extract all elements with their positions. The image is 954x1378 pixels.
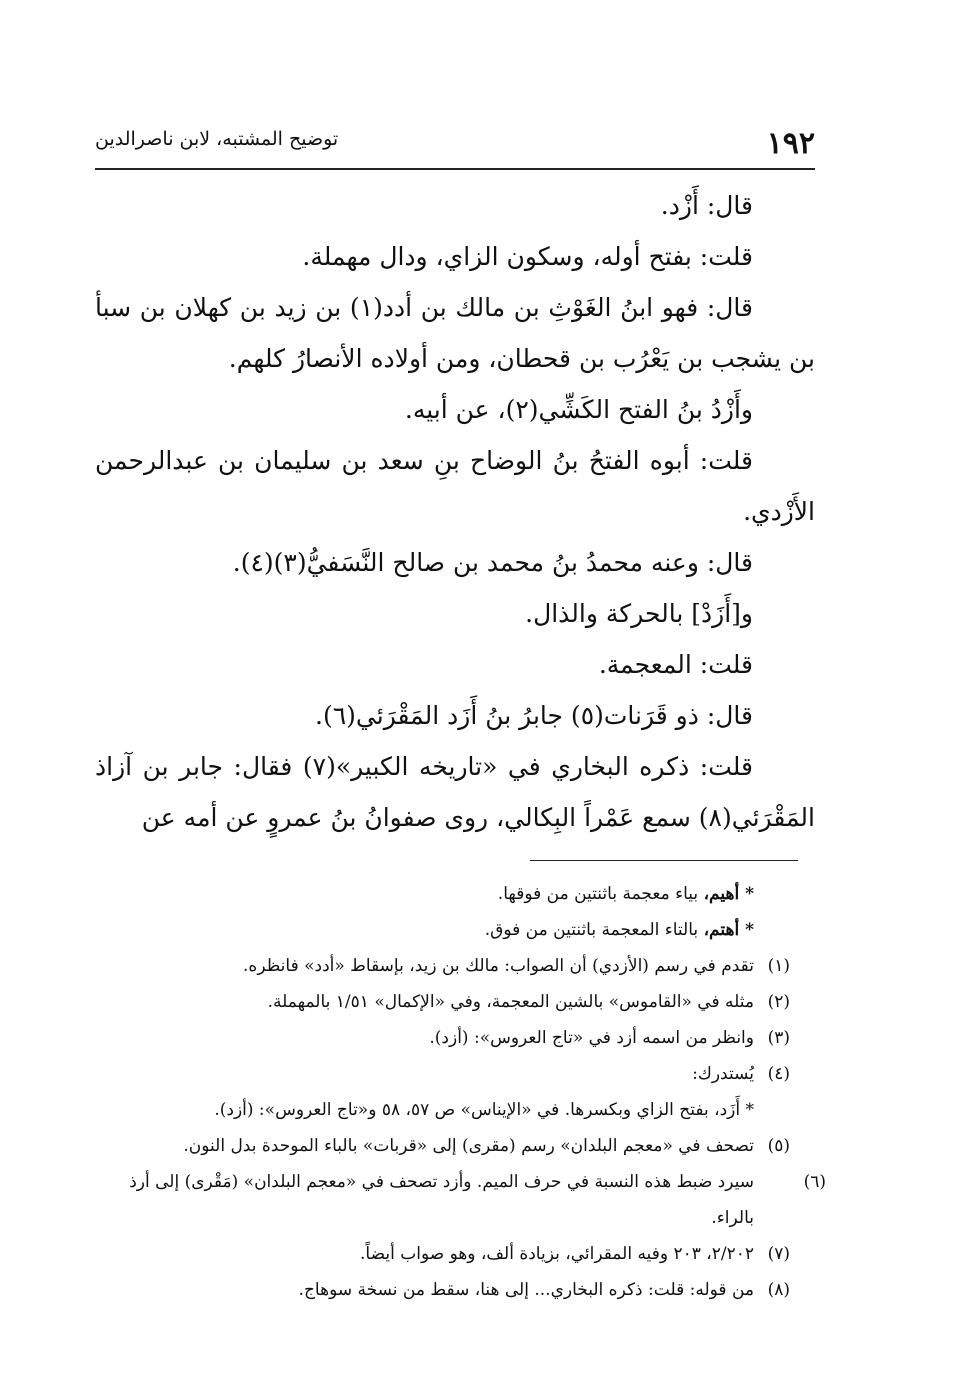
footnote-text: بالتاء المعجمة باثنتين من فوق. xyxy=(484,920,704,940)
footnote-number: (٤) xyxy=(767,1064,790,1084)
paragraph: قال: ذو قَرَنات(٥) جابرُ بنُ أَزَد المَقْرَئي(٦). xyxy=(315,701,753,730)
running-title: توضيح المشتبه، لابن ناصرالدين xyxy=(95,128,339,150)
footnote xyxy=(100,1164,826,1236)
paragraph: و[أَزَدْ] بالحركة والذال. xyxy=(525,599,753,628)
footnote-number: (٣) xyxy=(767,1028,790,1048)
footnote-text: تقدم في رسم (الأزدي) أن الصواب: مالك بن زيد، بإسقاط «أدد» فانظره. xyxy=(243,956,754,976)
main-text xyxy=(95,180,815,843)
footnote-number: (٨) xyxy=(767,1280,790,1300)
footnote-star xyxy=(100,876,790,912)
paragraph: قال: وعنه محمدُ بنُ محمد بن صالح النَّسَفيُّ(٣)(٤). xyxy=(232,548,753,577)
paragraph: قلت: المعجمة. xyxy=(598,650,753,679)
footnote-text: ٢/٢٠٢، ٢٠٣ وفيه المقرائي، بزيادة ألف، وهو صواب أيضاً. xyxy=(360,1244,754,1264)
footnote-number: (٧) xyxy=(767,1244,790,1264)
footnote-rule xyxy=(530,860,798,861)
footnote-number: (٢) xyxy=(767,992,790,1012)
footnote xyxy=(100,984,790,1020)
footnote-number: (٦) xyxy=(803,1172,826,1192)
footnote-text: بياء معجمة باثنتين من فوقها. xyxy=(497,884,704,904)
paragraph: قال: فهو ابنُ الغَوْثِ بن مالك بن أدد(١) بن زيد بن كهلان بن سبأ بن يشجب بن يَعْرُب بن قحطان، ومن أولاده الأنصارُ كلهم. xyxy=(95,293,815,373)
footnote-number: (٥) xyxy=(767,1136,790,1156)
paragraph: قال: أَزْد. xyxy=(660,191,753,220)
footnote-star xyxy=(100,912,790,948)
footnote-text: تصحف في «معجم البلدان» رسم (مقرى) إلى «قربات» بالباء الموحدة بدل النون. xyxy=(183,1136,754,1156)
footnote-text: يُستدرك: xyxy=(692,1064,754,1084)
footnote xyxy=(100,1020,790,1056)
header-rule xyxy=(95,168,815,170)
footnote-term: * أهيم، xyxy=(703,884,754,904)
paragraph: قلت: ذكره البخاري في «تاريخه الكبير»(٧) فقال: جابر بن آزاذ المَقْرَئي(٨) سمع عَمْراً البِكالي، روى صفوانُ بنُ عمروٍ عن أمه عن xyxy=(95,752,815,832)
footnote-text: وانظر من اسمه أزد في «تاج العروس»: (أزد). xyxy=(429,1028,754,1048)
footnote-text: سيرد ضبط هذه النسبة في حرف الميم. وأزد تصحف في «معجم البلدان» (مَقْرى) إلى أرذ بالراء. xyxy=(129,1172,754,1228)
footnote xyxy=(100,1236,790,1272)
footnote-continuation: * أَزَد، بفتح الزاي وبكسرها. في «الإيناس» ص ٥٧، ٥٨ و«تاج العروس»: (أزد). xyxy=(214,1100,754,1120)
paragraph: قلت: بفتح أوله، وسكون الزاي، ودال مهملة. xyxy=(302,242,753,271)
footnotes xyxy=(100,876,826,1308)
footnote-text: مثله في «القاموس» بالشين المعجمة، وفي «الإكمال» ١/٥١ بالمهملة. xyxy=(267,992,754,1012)
footnote-text: من قوله: قلت: ذكره البخاري... إلى هنا، سقط من نسخة سوهاج. xyxy=(298,1280,754,1300)
footnote xyxy=(100,1128,790,1164)
page-header xyxy=(95,120,815,160)
paragraph: قلت: أبوه الفتحُ بنُ الوضاح بنِ سعد بن سليمان بن عبدالرحمن الأَزْدي. xyxy=(95,446,815,526)
footnote-number: (١) xyxy=(767,956,790,976)
footnote-term: * أهتم، xyxy=(703,920,754,940)
footnote xyxy=(100,948,790,984)
footnote xyxy=(100,1056,790,1092)
page-number: ١٩٢ xyxy=(766,126,815,161)
footnote xyxy=(100,1272,790,1308)
paragraph: وأَزْدُ بنُ الفتح الكَشِّي(٢)، عن أبيه. xyxy=(404,395,753,424)
